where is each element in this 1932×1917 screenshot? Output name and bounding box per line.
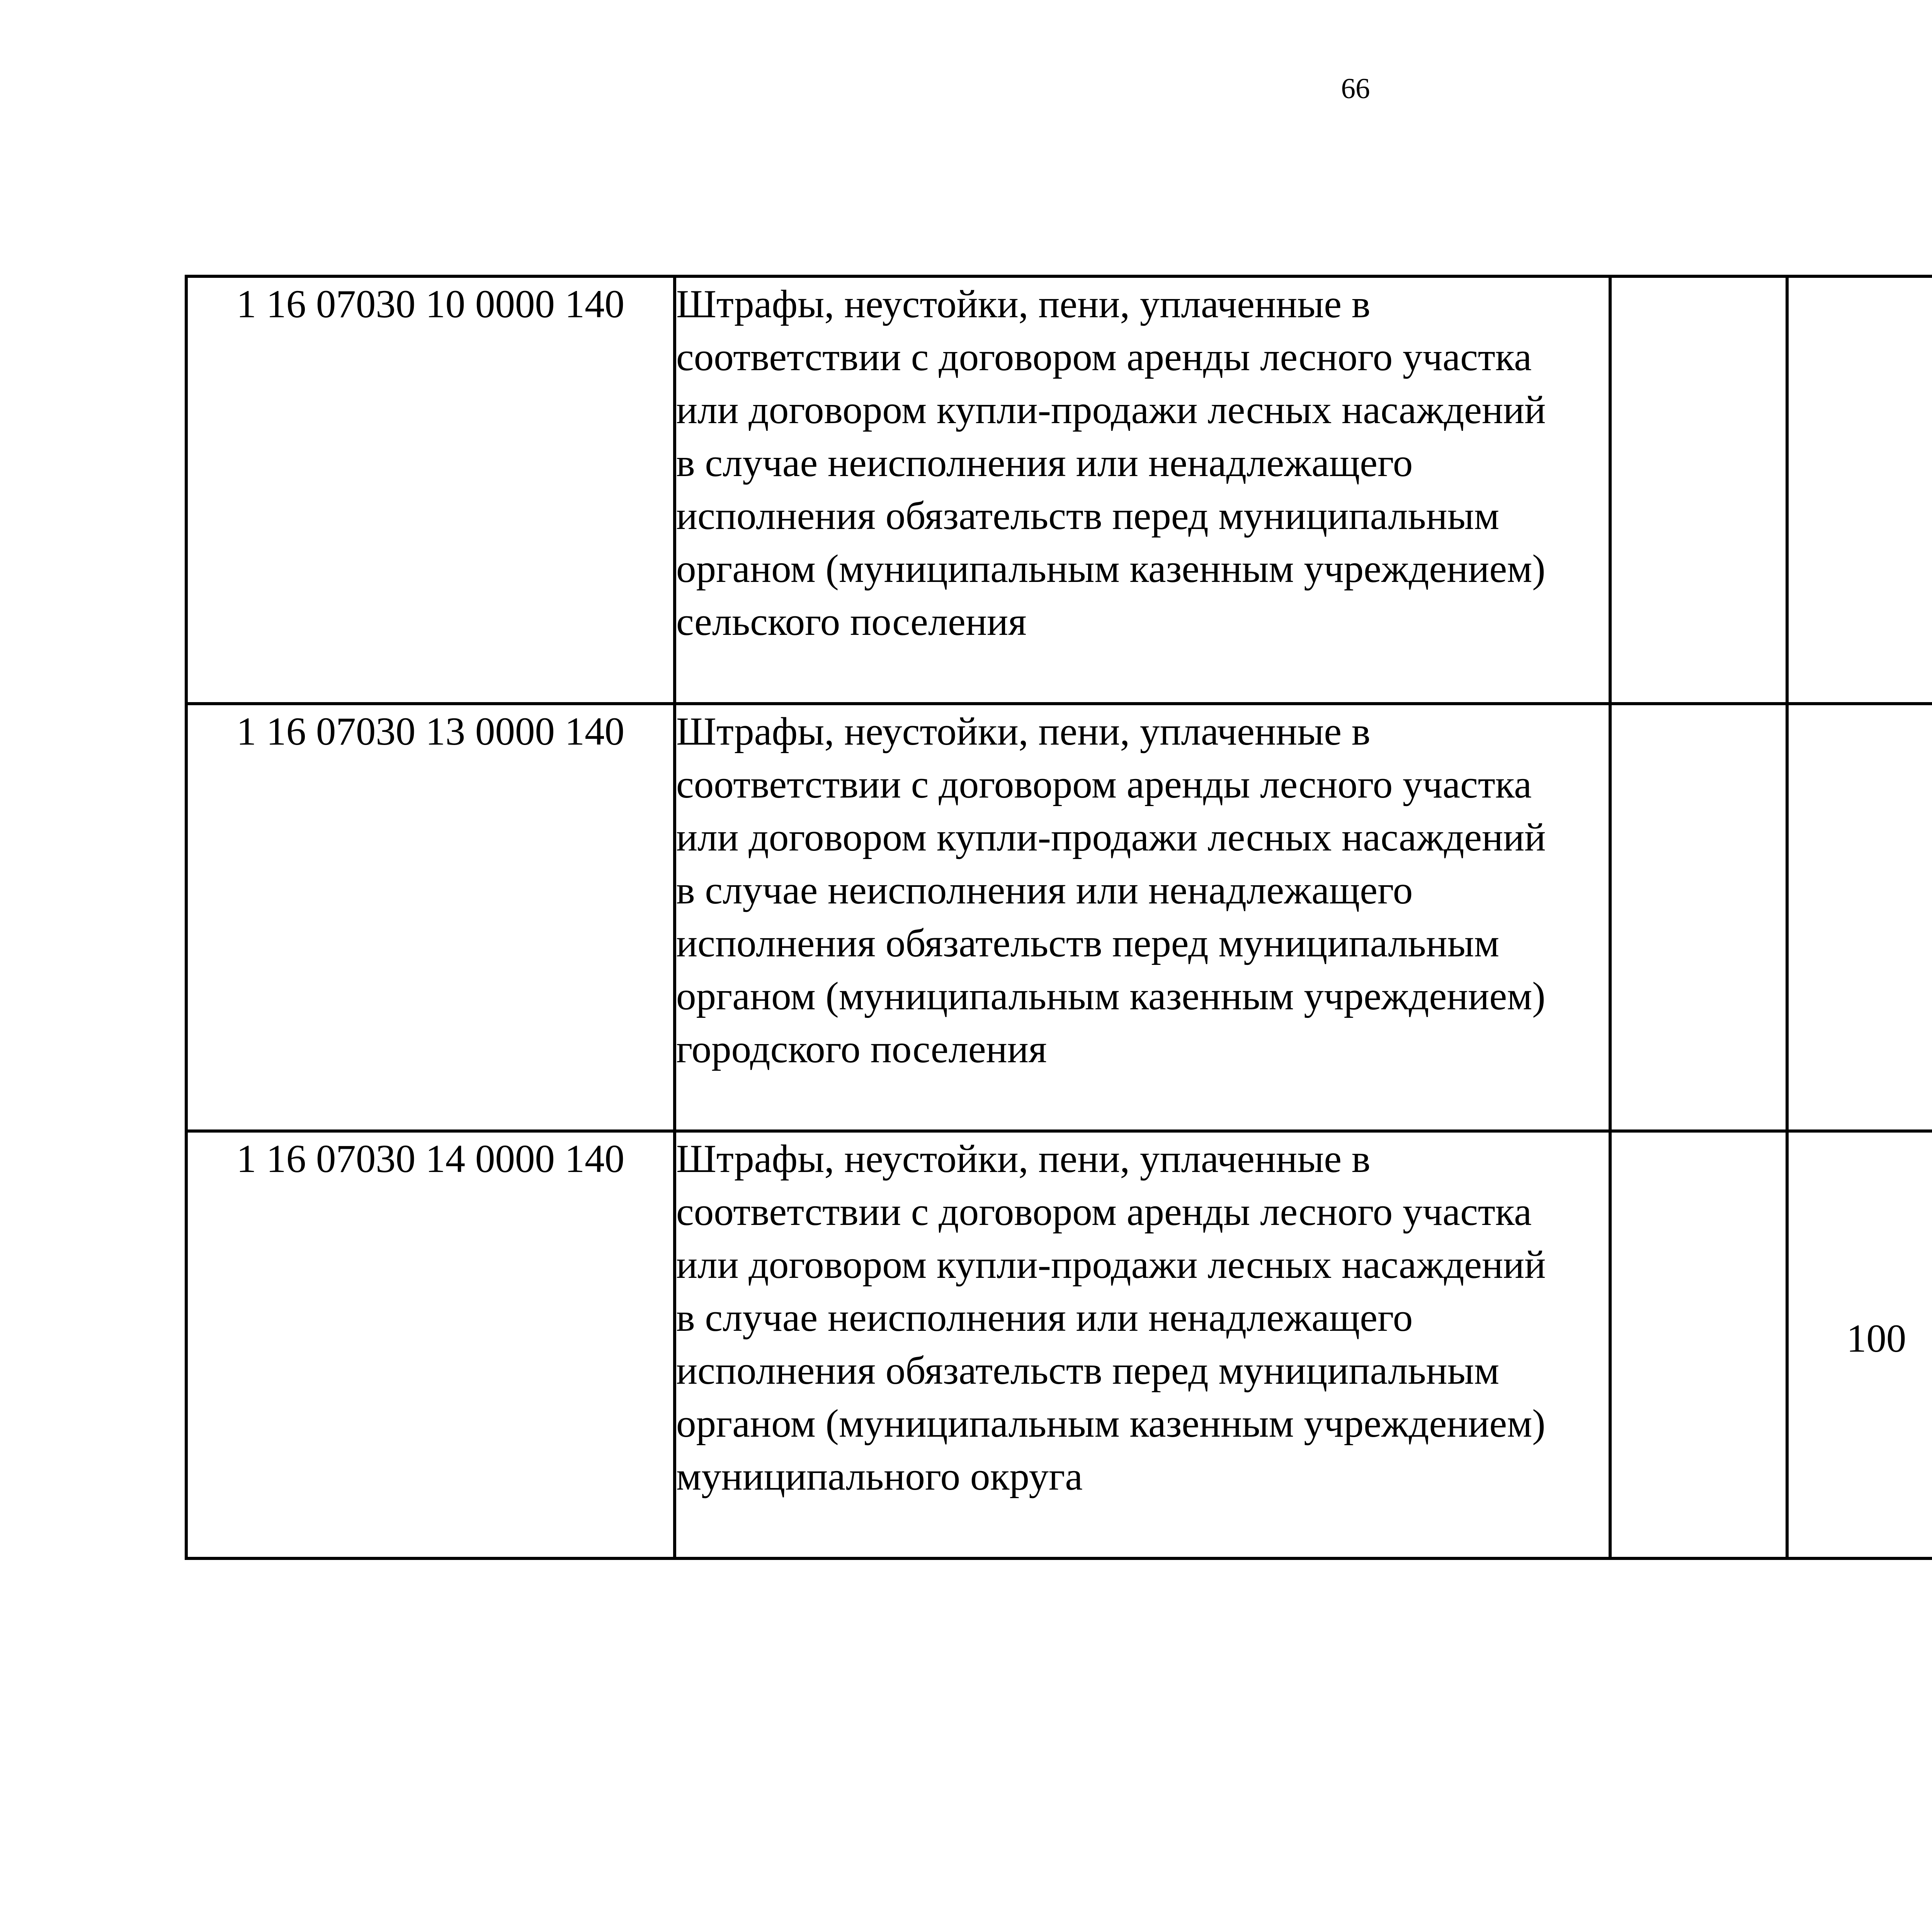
table-row (186, 1131, 1932, 1558)
description-cell (675, 276, 1610, 704)
value-text: 100 (1846, 1316, 1906, 1361)
table-row (186, 276, 1932, 704)
value-cell (1787, 1131, 1932, 1558)
revenue-distribution-table (185, 275, 1932, 1560)
description-line: муниципального округа (676, 1454, 1083, 1499)
description-line: в случае неисполнения или ненадлежащего (676, 441, 1413, 485)
table-row (186, 704, 1932, 1131)
value-cell (1610, 704, 1787, 1131)
description-line: сельского поселения (676, 600, 1027, 644)
description-line: или договором купли-продажи лесных насаждений (676, 815, 1546, 859)
value-cell (1610, 1131, 1787, 1558)
budget-code-cell: 1 16 07030 13 0000 140 (186, 704, 675, 1131)
description-line: органом (муниципальным казенным учреждением) (676, 547, 1546, 591)
description-line: городского поселения (676, 1027, 1047, 1071)
description-line: Штрафы, неустойки, пени, уплаченные в (676, 282, 1371, 326)
description-line: Штрафы, неустойки, пени, уплаченные в (676, 709, 1371, 754)
description-line: органом (муниципальным казенным учреждением) (676, 974, 1546, 1018)
description-line: исполнения обязательств перед муниципальным (676, 921, 1500, 965)
description-line: Штрафы, неустойки, пени, уплаченные в (676, 1137, 1371, 1181)
budget-code-cell: 1 16 07030 14 0000 140 (186, 1131, 675, 1558)
description-cell (675, 704, 1610, 1131)
value-cell (1610, 276, 1787, 704)
value-cell (1787, 276, 1932, 704)
description-line: в случае неисполнения или ненадлежащего (676, 868, 1413, 912)
description-line: органом (муниципальным казенным учреждением) (676, 1402, 1546, 1446)
description-line: соответствии с договором аренды лесного участка (676, 335, 1532, 379)
description-line: или договором купли-продажи лесных насаждений (676, 1243, 1546, 1287)
description-cell (675, 1131, 1610, 1558)
description-line: исполнения обязательств перед муниципальным (676, 494, 1500, 538)
description-line: исполнения обязательств перед муниципальным (676, 1349, 1500, 1393)
description-line: соответствии с договором аренды лесного участка (676, 1190, 1532, 1234)
description-line: соответствии с договором аренды лесного участка (676, 762, 1532, 806)
value-cell (1787, 704, 1932, 1131)
budget-code-cell: 1 16 07030 10 0000 140 (186, 276, 675, 704)
page-number: 66 (1341, 73, 1370, 105)
description-line: в случае неисполнения или ненадлежащего (676, 1296, 1413, 1340)
description-line: или договором купли-продажи лесных насаждений (676, 388, 1546, 432)
